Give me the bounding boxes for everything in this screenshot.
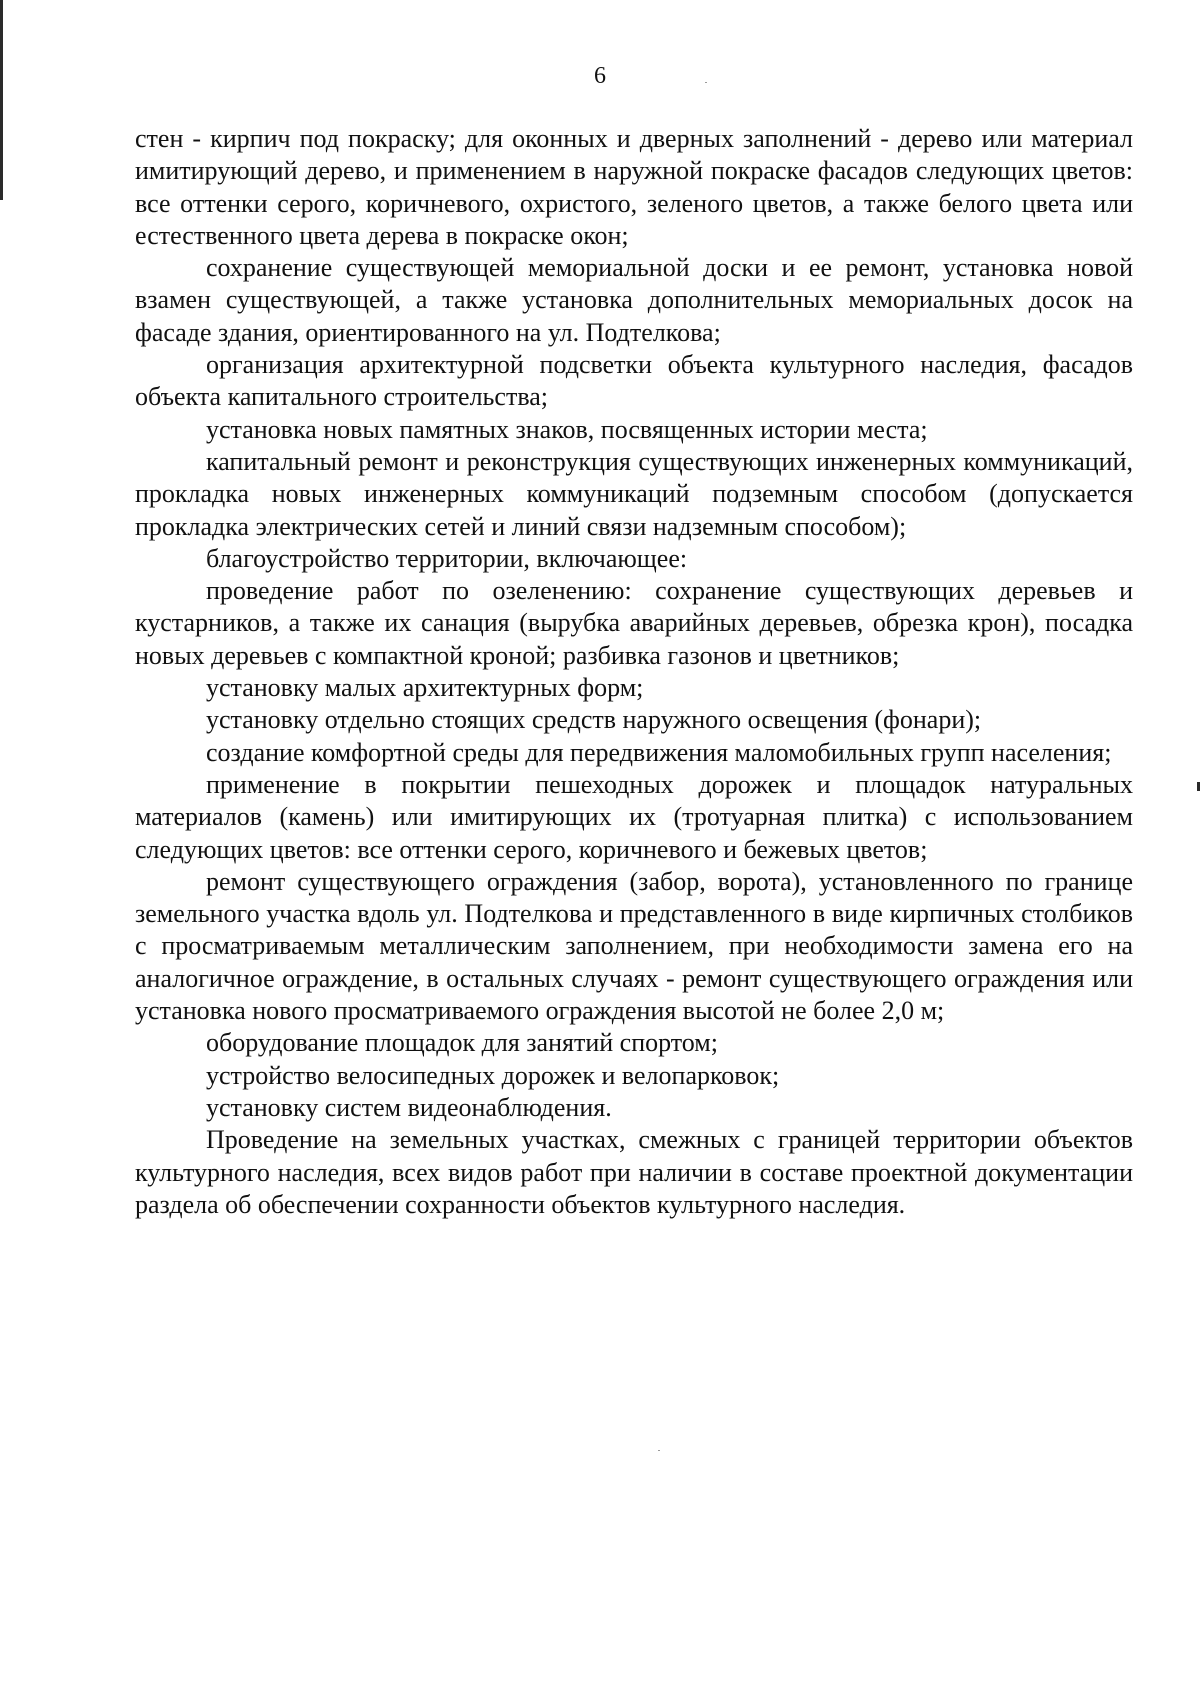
paragraph-memorial-signs: установка новых памятных знаков, посвященных истории места; [206, 414, 928, 444]
paragraph-outdoor-lighting: установку отдельно стоящих средств наружного освещения (фонари); [206, 705, 982, 735]
paragraph-accessibility: создание комфортной среды для передвижения маломобильных групп населения; [206, 737, 1112, 767]
paragraph-bicycle-paths: устройство велосипедных дорожек и велопарковок; [206, 1060, 780, 1090]
paragraph-walls-and-colors: стен - кирпич под покраску; для оконных и дверных заполнений - дерево или материал имитирующий дерево, и применением в наружной покраске фасадов следующих цветов: все оттенки серого, коричневого, охристого, зеленого цветов, а также белого цвета или естественного цвета дерева в покраске окон; [135, 124, 1133, 250]
page-number: 6 [594, 63, 606, 89]
paragraph-adjacent-plots: Проведение на земельных участках, смежных с границей территории объектов культурного наследия, всех видов работ при наличии в составе проектной документации раздела об обеспечении сохранности объектов культурного наследия. [135, 1125, 1133, 1219]
scan-speck [658, 1450, 660, 1451]
paragraph-paving-materials: применение в покрытии пешеходных дорожек и площадок натуральных материалов (камень) или имитирующих их (тротуарная плитка) с использованием следующих цветов: все оттенки серого, коричневого и бежевых цветов; [135, 769, 1133, 864]
paragraph-fence-repair: ремонт существующего ограждения (забор, ворота), установленного по границе земельного участка вдоль ул. Подтелкова и представленного в виде кирпичных столбиков с просматриваемым металлическим заполнением, при необходимости замена его на аналогичное ограждение, в остальных случаях - ремонт существующего ограждения или установка нового просматриваемого ограждения высотой не более 2,0 м; [135, 866, 1133, 1026]
scan-edge-mark [0, 0, 3, 200]
paragraph-architectural-lighting: организация архитектурной подсветки объекта культурного наследия, фасадов объекта капитального строительства; [135, 350, 1133, 412]
paragraph-small-architecture: установку малых архитектурных форм; [206, 673, 644, 703]
paragraph-memorial-plaque: сохранение существующей мемориальной доски и ее ремонт, установка новой взамен существующей, а также установка дополнительных мемориальных досок на фасаде здания, ориентированного на ул. Подтелкова; [135, 253, 1133, 347]
document-body [135, 123, 1133, 1221]
paragraph-greening: проведение работ по озеленению: сохранение существующих деревьев и кустарников, а также их санация (вырубка аварийных деревьев, обрезка крон), посадка новых деревьев с компактной кроной; разбивка газонов и цветников; [135, 576, 1133, 670]
paragraph-landscaping-intro: благоустройство территории, включающее: [206, 543, 688, 573]
paragraph-video-surveillance: установку систем видеонаблюдения. [206, 1092, 612, 1122]
paragraph-sports-grounds: оборудование площадок для занятий спортом; [206, 1028, 718, 1058]
paragraph-engineering-networks: капитальный ремонт и реконструкция существующих инженерных коммуникаций, прокладка новых инженерных коммуникаций подземным способом (допускается прокладка электрических сетей и линий связи надземным способом); [135, 446, 1133, 541]
